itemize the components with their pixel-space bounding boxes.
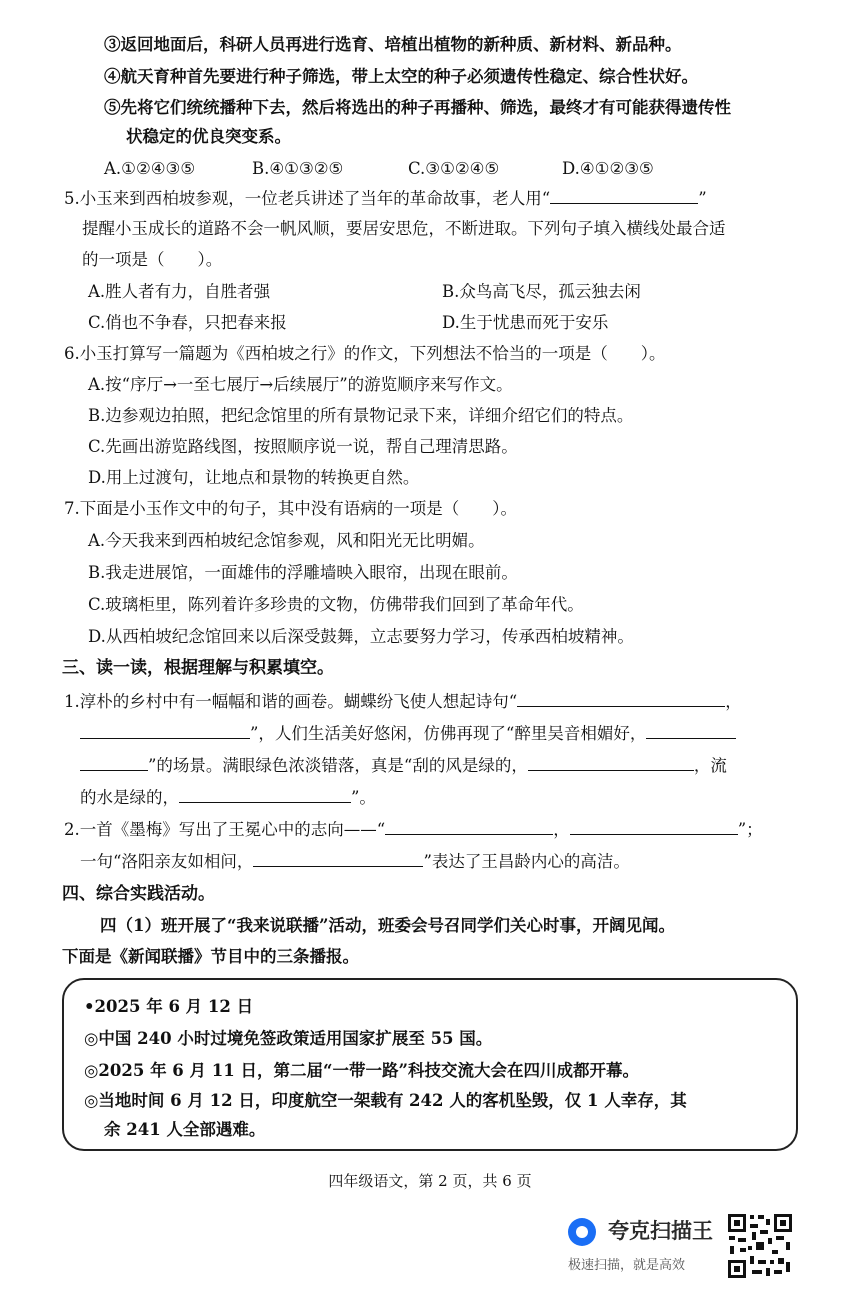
qr-code-icon xyxy=(726,1212,794,1280)
sec3-p1-line2: ”，人们生活美好悠闲，仿佛再现了“醉里吴音相媚好， xyxy=(80,722,736,745)
fill-blank-3b[interactable] xyxy=(80,754,148,771)
news-item-2: ◎2025 年 6 月 11 日，第二届“一带一路”科技交流大会在四川成都开幕。 xyxy=(84,1061,639,1080)
quark-slogan: 极速扫描，就是高效 xyxy=(568,1258,686,1273)
q5-answer-blank[interactable] xyxy=(550,187,698,204)
q7-stem: 7.下面是小玉作文中的句子，其中没有语病的一项是（ ）。 xyxy=(64,499,517,518)
q4-item-5-cont: 状稳定的优良突变系。 xyxy=(126,127,291,146)
sec3-p1-line3: ”的场景。满眼绿色浓淡错落，真是“刮的风是绿的， ，流 xyxy=(80,754,727,777)
q5-stem-line3: 的一项是（ ）。 xyxy=(82,250,223,269)
q4-item-3: ③返回地面后，科研人员再进行选育、培植出植物的新种质、新材料、新品种。 xyxy=(104,35,682,54)
q7-option-a: A.今天我来到西柏坡纪念馆参观，风和阳光无比明媚。 xyxy=(88,531,485,550)
q4-item-4: ④航天育种首先要进行种子筛选，带上太空的种子必须遗传性稳定、综合性状好。 xyxy=(104,67,698,86)
q6-option-c: C.先画出游览路线图，按照顺序说一说，帮自己理清思路。 xyxy=(88,437,518,456)
q6-option-d: D.用上过渡句，让地点和景物的转换更自然。 xyxy=(88,468,420,487)
news-item-3-cont: 余 241 人全部遇难。 xyxy=(104,1120,266,1139)
section-3-title: 三、读一读，根据理解与积累填空。 xyxy=(62,658,334,678)
section-4-title: 四、综合实践活动。 xyxy=(62,884,215,904)
fill-blank-6[interactable] xyxy=(385,818,553,835)
q6-option-a: A.按“序厅→一至七展厅→后续展厅”的游览顺序来写作文。 xyxy=(88,375,513,394)
news-date: •2025 年 6 月 12 日 xyxy=(84,997,254,1016)
q5-option-b: B.众鸟高飞尽，孤云独去闲 xyxy=(442,282,641,301)
sec3-p2-line2: 一句“洛阳亲友如相问， ”表达了王昌龄内心的高洁。 xyxy=(80,852,630,871)
q7-option-d: D.从西柏坡纪念馆回来以后深受鼓舞，立志要努力学习，传承西柏坡精神。 xyxy=(88,627,634,646)
fill-blank-4[interactable] xyxy=(528,754,694,771)
q6-option-b: B.边参观边拍照，把纪念馆里的所有景物记录下来，详细介绍它们的特点。 xyxy=(88,406,634,425)
fill-blank-2[interactable] xyxy=(80,722,250,739)
q5-option-c: C.俏也不争春，只把春来报 xyxy=(88,313,287,332)
q4-item-5: ⑤先将它们统统播种下去，然后将选出的种子再播种、筛选，最终才有可能获得遗传性 xyxy=(104,98,731,117)
fill-blank-3[interactable] xyxy=(646,722,736,739)
q4-option-a: A.①②④③⑤ xyxy=(104,159,196,178)
q7-option-b: B.我走进展馆，一面雄伟的浮雕墙映入眼帘，出现在眼前。 xyxy=(88,563,518,582)
q4-option-d: D.④①②③⑤ xyxy=(562,159,654,178)
q4-option-b: B.④①③②⑤ xyxy=(252,159,344,178)
q5-option-a: A.胜人者有力，自胜者强 xyxy=(88,282,271,301)
q5-stem-line1: 5.小玉来到西柏坡参观，一位老兵讲述了当年的革命故事，老人用“ ” xyxy=(64,189,707,208)
fill-blank-7[interactable] xyxy=(570,818,738,835)
sec4-intro-line1: 四（1）班开展了“我来说联播”活动，班委会号召同学们关心时事，开阔见闻。 xyxy=(100,916,675,935)
sec4-intro-line2: 下面是《新闻联播》节目中的三条播报。 xyxy=(62,947,359,966)
q5-option-d: D.生于忧患而死于安乐 xyxy=(442,313,609,332)
fill-blank-1[interactable] xyxy=(517,690,725,707)
fill-blank-8[interactable] xyxy=(253,850,423,867)
q4-option-c: C.③①②④⑤ xyxy=(408,159,500,178)
quark-brand: 夸克扫描王 xyxy=(608,1219,713,1243)
fill-blank-5[interactable] xyxy=(179,786,351,803)
sec3-p2-line1: 2.一首《墨梅》写出了王冕心中的志向——“ ， ”； xyxy=(64,820,763,839)
sec3-p1-line4: 的水是绿的， ”。 xyxy=(80,788,376,807)
quark-logo-icon xyxy=(568,1218,596,1246)
news-item-3: ◎当地时间 6 月 12 日，印度航空一架载有 242 人的客机坠毁，仅 1 人幸存，其 xyxy=(84,1091,687,1110)
q6-stem: 6.小玉打算写一篇题为《西柏坡之行》的作文，下列想法不恰当的一项是（ ）。 xyxy=(64,344,666,363)
page-footer: 四年级语文，第 2 页，共 6 页 xyxy=(328,1172,532,1190)
q7-option-c: C.玻璃柜里，陈列着许多珍贵的文物，仿佛带我们回到了革命年代。 xyxy=(88,595,584,614)
q5-stem-line2: 提醒小玉成长的道路不会一帆风顺，要居安思危，不断进取。下列句子填入横线处最合适 xyxy=(82,219,726,238)
news-item-1: ◎中国 240 小时过境免签政策适用国家扩展至 55 国。 xyxy=(84,1029,493,1048)
sec3-p1-line1: 1.淳朴的乡村中有一幅幅和谐的画卷。蝴蝶纷飞使人想起诗句“ ， xyxy=(64,692,742,711)
